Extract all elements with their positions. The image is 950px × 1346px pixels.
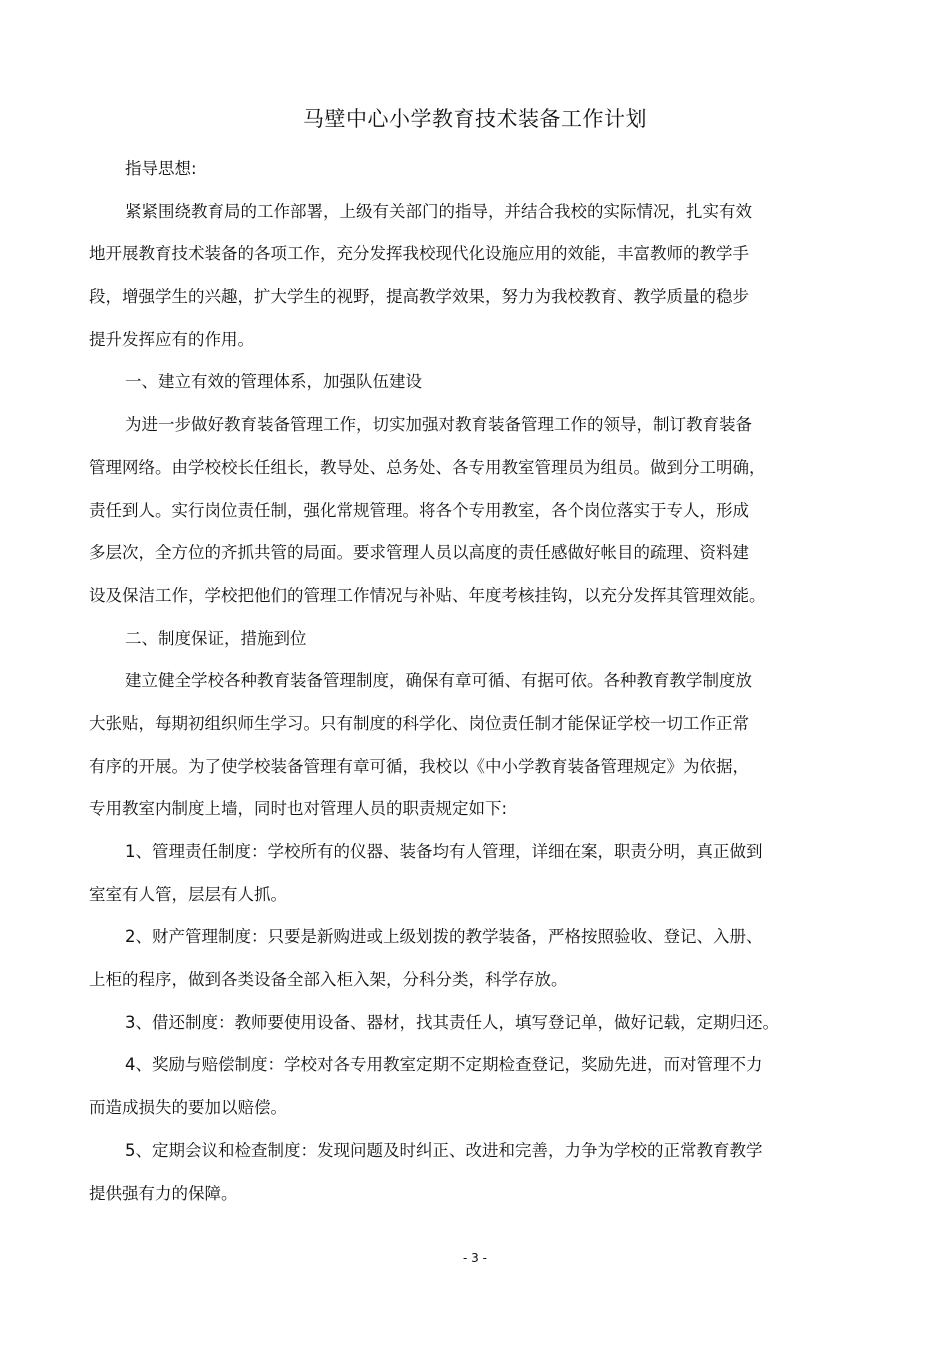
text-line: 多层次，全方位的齐抓共管的局面。要求管理人员以高度的责任感做好帐目的疏理、资料建	[89, 543, 749, 563]
text-line: 3、借还制度：教师要使用设备、器材，找其责任人，填写登记单，做好记载，定期归还。	[125, 1012, 779, 1032]
text-line: 1、管理责任制度：学校所有的仪器、装备均有人管理，详细在案，职责分明，真正做到	[125, 842, 763, 861]
text-line: 段，增强学生的兴趣，扩大学生的视野，提高教学效果，努力为我校教育、教学质量的稳步	[89, 287, 749, 307]
text-line: 为进一步做好教育装备管理工作，切实加强对教育装备管理工作的领导，制订教育装备	[125, 415, 752, 435]
text-line: 地开展教育技术装备的各项工作，充分发挥我校现代化设施应用的效能，丰富教师的教学手	[89, 244, 749, 264]
text-line: 责任到人。实行岗位责任制，强化常规管理。将各个专用教室，各个岗位落实于专人，形成	[89, 500, 749, 520]
text-line: 2、财产管理制度：只要是新购进或上级划拨的教学装备，严格按照验收、登记、入册、	[125, 927, 763, 947]
text-line: 大张贴，每期初组织师生学习。只有制度的科学化、岗位责任制才能保证学校一切工作正常	[89, 713, 749, 733]
document-title: 马壁中心小学教育技术装备工作计划	[303, 107, 647, 131]
text-line: 专用教室内制度上墙，同时也对管理人员的职责规定如下:	[89, 799, 508, 819]
text-line: 设及保洁工作，学校把他们的管理工作情况与补贴、年度考核挂钩，以充分发挥其管理效能。	[89, 585, 766, 605]
text-line: 二、制度保证，措施到位	[125, 628, 307, 648]
text-line: 管理网络。由学校校长任组长，教导处、总务处、各专用教室管理员为组员。做到分工明确，	[89, 457, 766, 477]
text-line: 4、奖励与赔偿制度：学校对各专用教室定期不定期检查登记，奖励先进，而对管理不力	[125, 1055, 763, 1075]
text-line: 紧紧围绕教育局的工作部署，上级有关部门的指导，并结合我校的实际情况，扎实有效	[125, 201, 752, 221]
page-number: - 3 -	[463, 1251, 487, 1265]
text-line: 一、建立有效的管理体系，加强队伍建设	[125, 372, 422, 392]
text-line: 建立健全学校各种教育装备管理制度，确保有章可循、有据可依。各种教育教学制度放	[125, 671, 752, 691]
text-line: 而造成损失的要加以赔偿。	[89, 1098, 287, 1118]
text-line: 有序的开展。为了使学校装备管理有章可循，我校以《中小学教育装备管理规定》为依据，	[89, 756, 749, 776]
document-body	[89, 148, 829, 1215]
text-line: 5、定期会议和检查制度：发现问题及时纠正、改进和完善，力争为学校的正常教育教学	[125, 1140, 763, 1160]
text-line: 上柜的程序，做到各类设备全部入柜入架，分科分类，科学存放。	[89, 970, 568, 990]
text-line: 提供强有力的保障。	[89, 1183, 238, 1203]
text-line: 提升发挥应有的作用。	[89, 329, 254, 349]
text-line: 指导思想:	[125, 159, 197, 178]
text-line: 室室有人管，层层有人抓。	[89, 884, 287, 904]
